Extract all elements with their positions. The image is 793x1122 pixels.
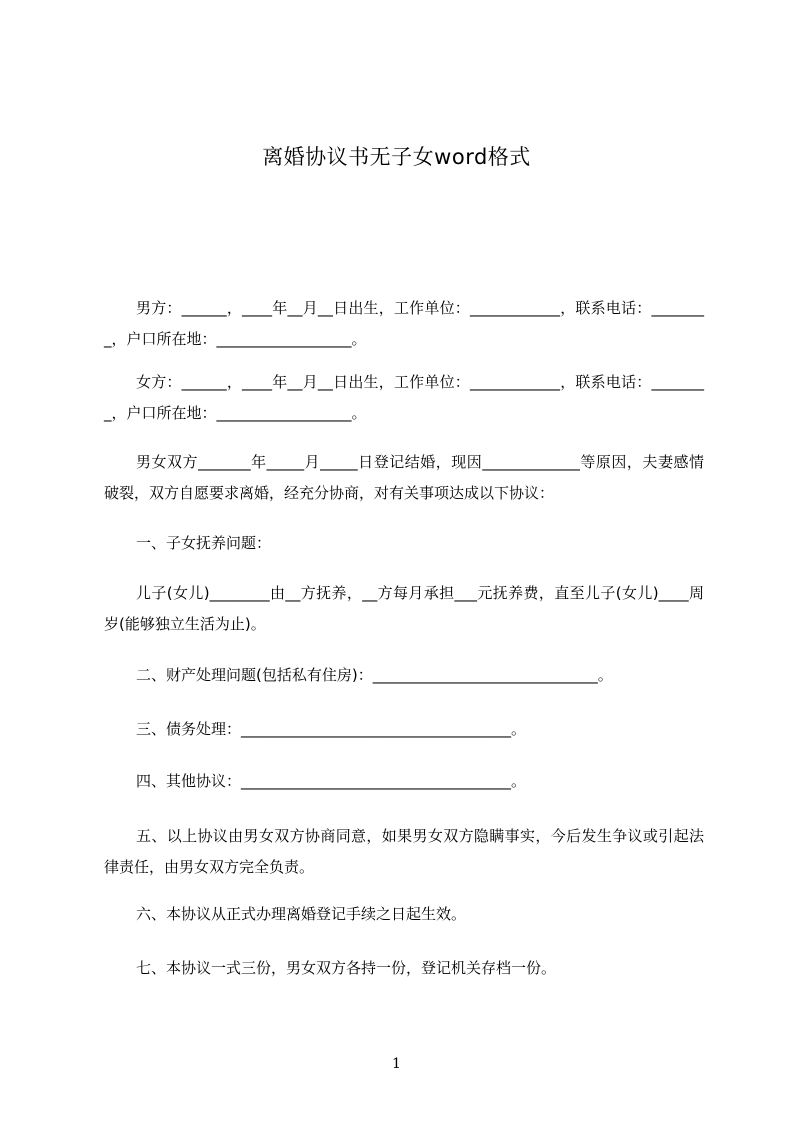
page-number: 1 [392, 1056, 401, 1072]
paragraph-other-agreement: 四、其他协议：____________________________________。 [136, 772, 527, 790]
paragraph-child-support: 儿子(女儿)________由__方抚养，__方每月承担___元抚养费，直至儿子(女儿)____周岁(能够独立生活为止)。 [104, 584, 704, 633]
paragraph-responsibility: 五、以上协议由男女双方协商同意，如果男女双方隐瞒事实，今后发生争议或引起法律责任，由男女双方完全负责。 [104, 827, 704, 876]
paragraph-husband-info: 男方：______，____年__月__日出生，工作单位：____________，联系电话：________，户口所在地：__________________。 [104, 299, 704, 348]
paragraph-copies: 七、本协议一式三份，男女双方各持一份，登记机关存档一份。 [136, 959, 557, 977]
paragraph-child-heading: 一、子女抚养问题： [136, 534, 272, 552]
paragraph-debt: 三、债务处理：____________________________________。 [136, 720, 527, 738]
document-title: 离婚协议书无子女word格式 [262, 145, 531, 169]
paragraph-marriage-info: 男女双方_______年_____月_____日登记结婚，现因_____________等原因，夫妻感情破裂，双方自愿要求离婚，经充分协商，对有关事项达成以下协议： [104, 453, 704, 502]
paragraph-wife-info: 女方：______，____年__月__日出生，工作单位：____________，联系电话：________，户口所在地：__________________。 [104, 373, 704, 422]
paragraph-effective-date: 六、本协议从正式办理离婚登记手续之日起生效。 [136, 905, 467, 923]
paragraph-property: 二、财产处理问题(包括私有住房)：______________________________。 [136, 666, 613, 684]
